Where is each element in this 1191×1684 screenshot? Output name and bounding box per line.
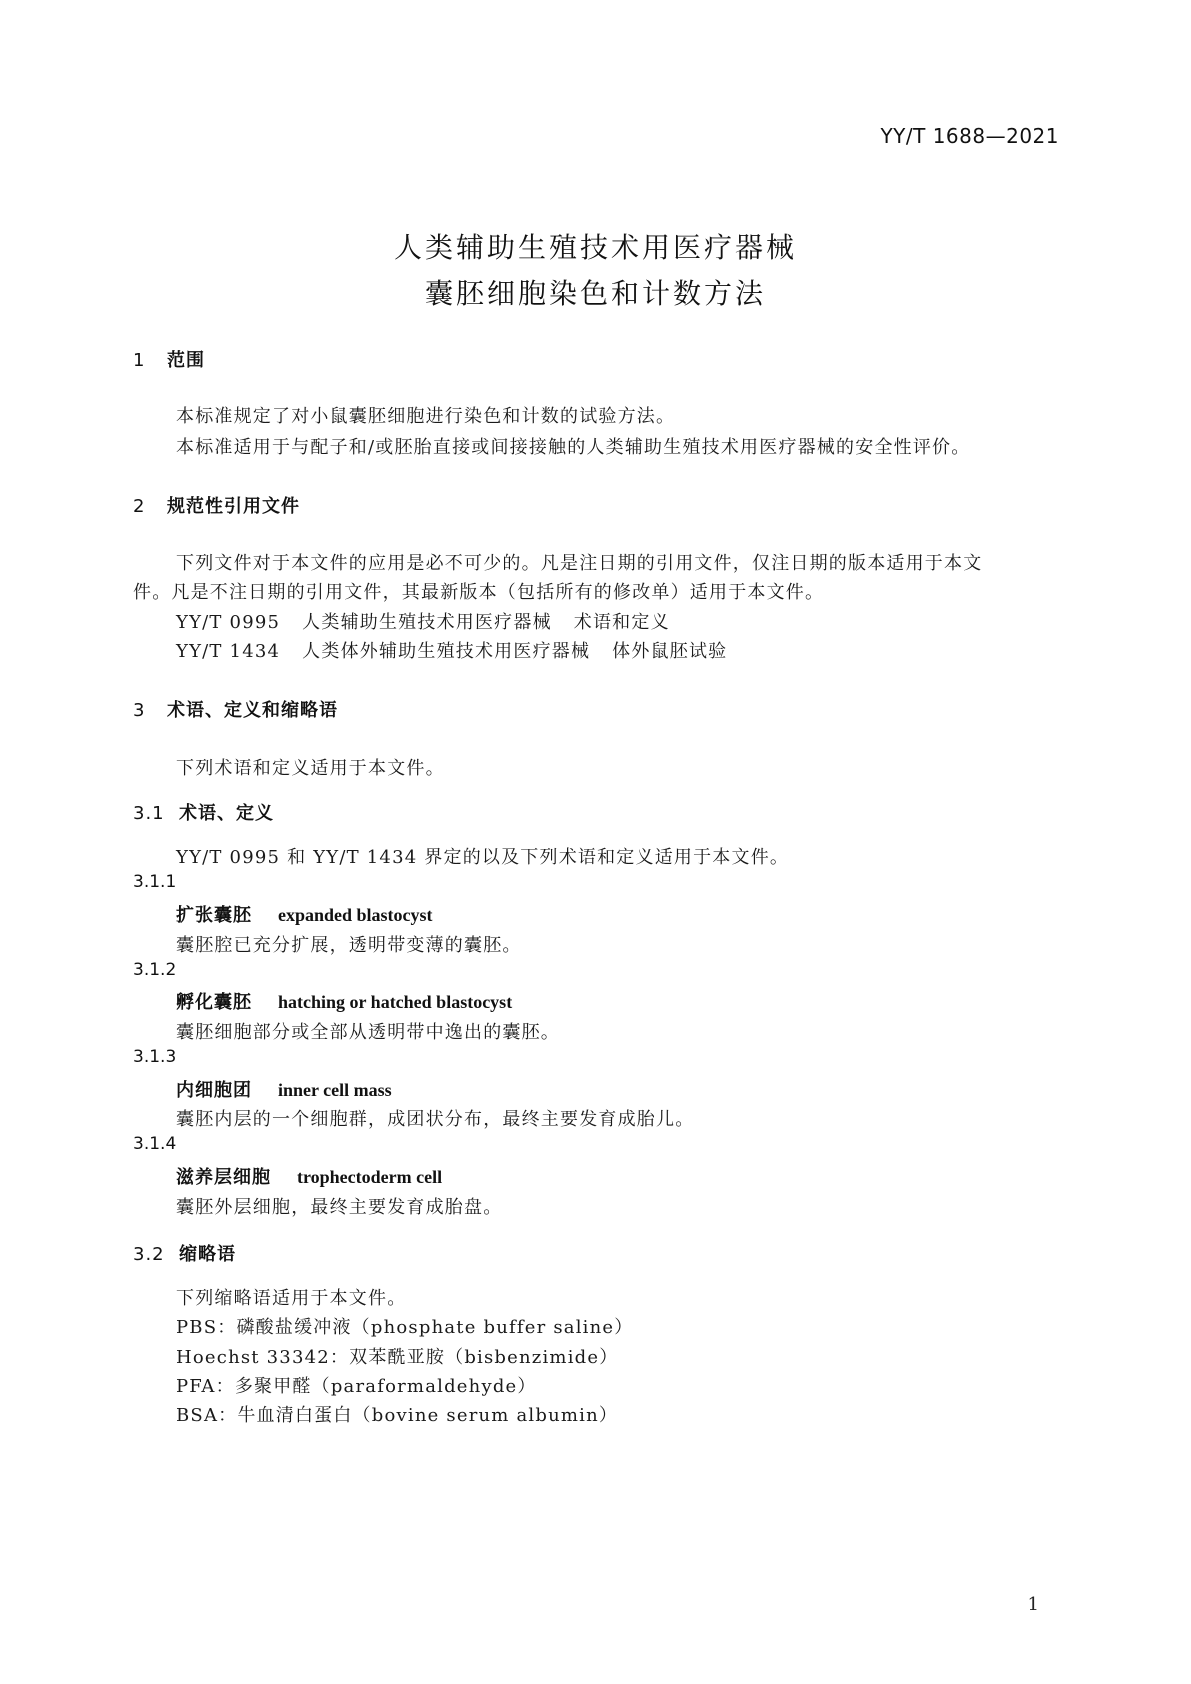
abbreviation-item: PFA：多聚甲醛（paraformaldehyde） — [176, 1376, 537, 1397]
term-definition: 囊胚细胞部分或全部从透明带中逸出的囊胚。 — [176, 1022, 560, 1043]
term-number: 3.1.1 — [133, 872, 177, 892]
term-number: 3.1.2 — [133, 960, 177, 980]
term-definition: 囊胚外层细胞，最终主要发育成胎盘。 — [176, 1197, 503, 1218]
page-number: 1 — [1027, 1594, 1039, 1615]
term-heading: 孵化囊胚 hatching or hatched blastocyst — [176, 992, 513, 1013]
term-heading: 内细胞团 inner cell mass — [176, 1080, 392, 1101]
document-title-line1: 人类辅助生殖技术用医疗器械 — [393, 231, 797, 264]
section-2-paragraph-line2: 件。凡是不注日期的引用文件，其最新版本（包括所有的修改单）适用于本文件。 — [133, 582, 825, 603]
term-number: 3.1.3 — [133, 1047, 177, 1067]
section-3-1-paragraph: YY/T 0995 和 YY/T 1434 界定的以及下列术语和定义适用于本文件。 — [176, 847, 790, 868]
document-title-line2: 囊胚细胞染色和计数方法 — [424, 277, 766, 310]
section-3-heading: 3 术语、定义和缩略语 — [133, 700, 338, 721]
abbreviation-item: PBS：磷酸盐缓冲液（phosphate buffer saline） — [176, 1317, 634, 1338]
section-1-heading: 1 范围 — [133, 350, 205, 371]
section-1-paragraph-1: 本标准规定了对小鼠囊胚细胞进行染色和计数的试验方法。 — [176, 406, 676, 427]
section-3-paragraph: 下列术语和定义适用于本文件。 — [176, 758, 445, 779]
section-3-1-heading: 3.1 术语、定义 — [133, 803, 274, 824]
abbreviation-item: Hoechst 33342：双苯酰亚胺（bisbenzimide） — [176, 1347, 619, 1368]
term-heading: 扩张囊胚 expanded blastocyst — [176, 905, 433, 926]
standard-number: YY/T 1688—2021 — [880, 124, 1059, 148]
term-definition: 囊胚内层的一个细胞群，成团状分布，最终主要发育成胎儿。 — [176, 1109, 695, 1130]
section-2-heading: 2 规范性引用文件 — [133, 496, 300, 517]
term-heading: 滋养层细胞 trophectoderm cell — [176, 1167, 443, 1188]
term-number: 3.1.4 — [133, 1134, 177, 1154]
abbreviation-item: BSA：牛血清白蛋白（bovine serum albumin） — [176, 1405, 619, 1426]
section-2-paragraph-line1: 下列文件对于本文件的应用是必不可少的。凡是注日期的引用文件，仅注日期的版本适用于本文 — [176, 553, 983, 574]
section-3-2-paragraph: 下列缩略语适用于本文件。 — [176, 1288, 407, 1309]
reference-item: YY/T 1434 人类体外辅助生殖技术用医疗器械 体外鼠胚试验 — [176, 641, 728, 662]
term-definition: 囊胚腔已充分扩展，透明带变薄的囊胚。 — [176, 935, 522, 956]
section-1-paragraph-2: 本标准适用于与配子和/或胚胎直接或间接接触的人类辅助生殖技术用医疗器械的安全性评价。 — [176, 437, 971, 458]
reference-item: YY/T 0995 人类辅助生殖技术用医疗器械 术语和定义 — [176, 612, 670, 633]
section-3-2-heading: 3.2 缩略语 — [133, 1244, 236, 1265]
